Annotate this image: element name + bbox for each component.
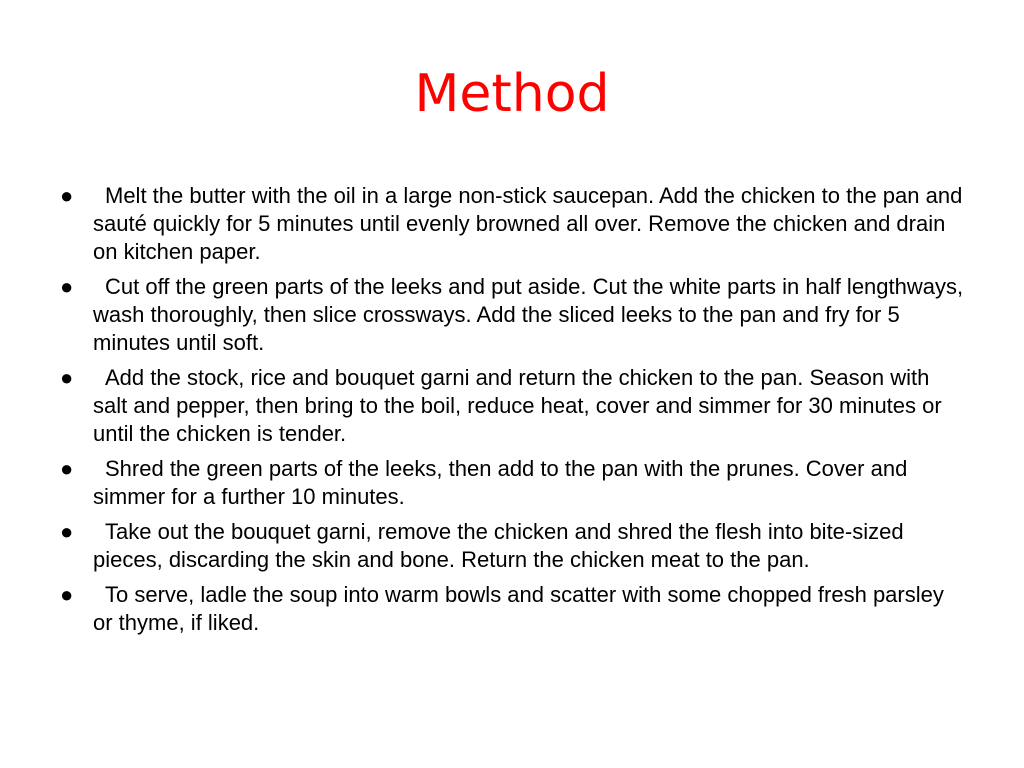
step-text: Take out the bouquet garni, remove the chicken and shred the flesh into bite-sized pieces, discarding the skin and bone. Return the chicken meat to the pan. [93, 519, 904, 572]
step-text: To serve, ladle the soup into warm bowls and scatter with some chopped fresh parsley or thyme, if liked. [93, 582, 944, 635]
bullet-icon: ● [60, 456, 74, 481]
list-item [60, 518, 965, 574]
list-item [60, 581, 965, 637]
step-text: Cut off the green parts of the leeks and put aside. Cut the white parts in half lengthways, wash thoroughly, then slice crossways. Add the sliced leeks to the pan and fry for 5 minutes until soft. [93, 274, 964, 355]
step-text: Melt the butter with the oil in a large non-stick saucepan. Add the chicken to the pan and sauté quickly for 5 minutes until evenly browned all over. Remove the chicken and drain on kitchen paper. [93, 183, 963, 264]
list-item [60, 455, 965, 511]
step-text: Shred the green parts of the leeks, then add to the pan with the prunes. Cover and simmer for a further 10 minutes. [93, 456, 908, 509]
bullet-icon: ● [60, 582, 74, 607]
list-item [60, 182, 965, 266]
bullet-icon: ● [60, 274, 74, 299]
step-text: Add the stock, rice and bouquet garni and return the chicken to the pan. Season with salt and pepper, then bring to the boil, reduce heat, cover and simmer for 30 minutes or until the chicken is tender. [93, 365, 942, 446]
slide-title: Method [414, 64, 610, 124]
list-item [60, 273, 965, 357]
method-steps-list [60, 182, 965, 644]
bullet-icon: ● [60, 365, 74, 390]
bullet-icon: ● [60, 183, 74, 208]
bullet-icon: ● [60, 519, 74, 544]
list-item [60, 364, 965, 448]
